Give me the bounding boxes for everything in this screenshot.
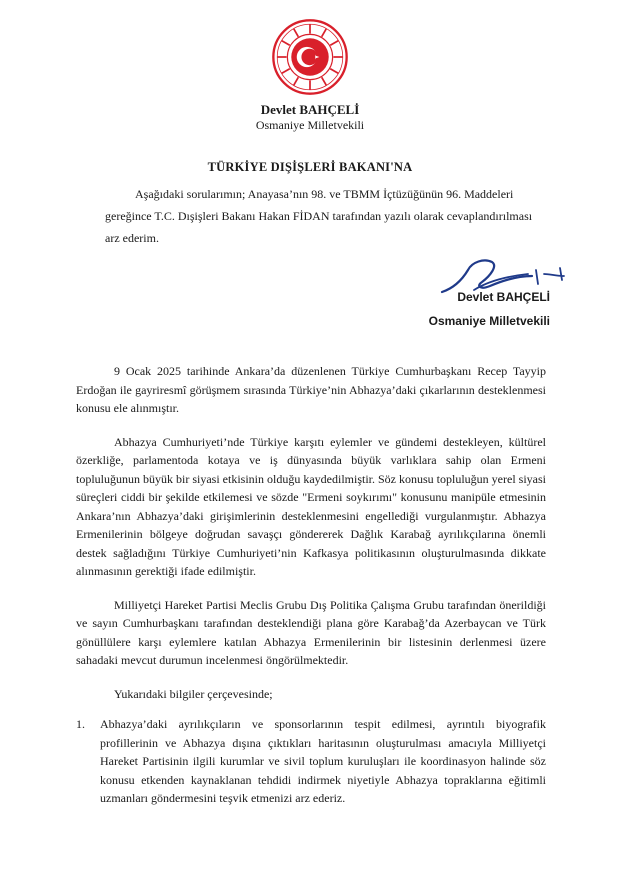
addressee: TÜRKİYE DIŞİŞLERİ BAKANI'NA [207, 160, 413, 174]
paragraph: Milliyetçi Hareket Partisi Meclis Grubu Dış Politika Çalışma Grubu tarafından önerildiği ve sayın Cumhurbaşkanı tarafından desteklendiği plana göre Karabağ’da Azerbaycan ve Türk gönüllülere karşı eylemlere katılan Abhazya Ermenilerinin bir listesinin derlenmesi üzere sahadaki mevcut durumun incelenmesi öngörülmektedir. [76, 597, 546, 667]
paragraph: Abhazya Cumhuriyeti’nde Türkiye karşıtı eylemler ve gündemi destekleyen, kültürel özerkliğe, parlamentoda kotaya ve iş dünyasında büyük varlıklara sahip olan Ermeni topluluğunun büyük bir siyasi etkisinin olduğu kaydedilmiştir. Söz konusu topluluğun yerel siyasi süreçleri ciddi bir şekilde etkilemesi ve sözde "Ermeni soykırımı" konusunu manipüle etmesinin Ankara’nın Abhazya’daki girişimlerinin desteklenmesini engellediği vurgulanmıştır. Abhazya Ermenilerinin bölgeye doğrudan savaşçı göndererek Dağlık Karabağ ayrılıkçılarına önemli destek sağladığını Türkiye Cumhuriyeti’nin Kafkasya politikasının oluşturulmasında dikkate alınmasının gerektiği ifade edilmiştir. [76, 434, 546, 578]
header-office: Osmaniye Milletvekili [255, 118, 365, 132]
signature-office: Osmaniye Milletvekili [428, 314, 550, 328]
list-item-text: Abhazya’daki ayrılıkçıların ve sponsorlarının tespit edilmesi, ayrıntılı biyografik profillerinin ve Abhazya dışına çıktıkları haritasının oluşturulması amacıyla Milliyetçi Hareket Partisinin ilgili kurumlar ve sivil toplum kuruluşları ile koordinasyon halinde söz konusu etkenden kaynaklanan tehdidi indirmek niyetiyle Abhazya topraklarına eğitimli uzmanları göndermesini teşvik etmenizi arz ederiz. [100, 717, 546, 805]
intro-line: arz ederim. [105, 231, 159, 245]
tbmm-seal-icon [271, 18, 349, 96]
intro-line: gereğince T.C. Dışişleri Bakanı Hakan FİDAN tarafından yazılı olarak cevaplandırılması [105, 209, 533, 223]
list-intro: Yukarıdaki bilgiler çerçevesinde; [114, 686, 273, 701]
intro-line: Aşağıdaki sorularımın; Anayasa’nın 98. ve TBMM İçtüzüğünün 96. Maddeleri [135, 187, 514, 201]
header-name: Devlet BAHÇELİ [260, 102, 360, 117]
intro-text [105, 183, 545, 249]
signature-name: Devlet BAHÇELİ [457, 290, 550, 304]
document-body [76, 362, 546, 808]
list-item [76, 715, 546, 808]
paragraph: 9 Ocak 2025 tarihinde Ankara’da düzenlenen Türkiye Cumhurbaşkanı Recep Tayyip Erdoğan ile gayriresmî görüşmem sırasında Türkiye’nin Abhazya’daki çıkarlarının desteklenmesi konusu ele alınmıştır. [76, 364, 546, 415]
list-item-number: 1. [76, 717, 85, 731]
